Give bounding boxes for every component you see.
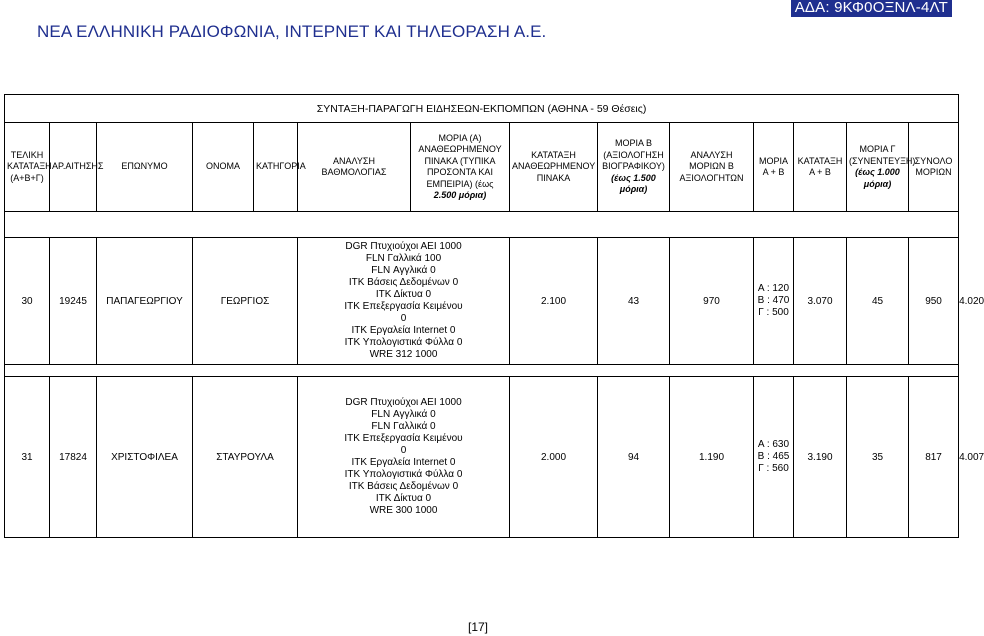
- header-name: ΟΝΟΜΑ: [193, 123, 254, 212]
- cell-points-a: 2.100: [510, 238, 598, 365]
- cell-evaluators: Α : 630 Β : 465 Γ : 560: [754, 377, 794, 538]
- cell-rank-ab: 35: [847, 377, 909, 538]
- cell-surname: ΠΑΠΑΓΕΩΡΓΙΟΥ: [97, 238, 193, 365]
- header-total: ΣΥΝΟΛΟ ΜΟΡΙΩΝ: [909, 123, 959, 212]
- cell-evaluators: Α : 120 Β : 470 Γ : 500: [754, 238, 794, 365]
- cell-rank-revised: 43: [598, 238, 670, 365]
- table-row: 30 19245 ΠΑΠΑΓΕΩΡΓΙΟΥ ΓΕΩΡΓΙΟΣ DGR Πτυχιούχοι ΑΕΙ 1000 FLN Γαλλικά 100 FLN Αγγλικά 0 ΙΤΚ Βάσεις Δεδομένων 0 ΙΤΚ Δίκτυα 0 ΙΤΚ Επεξεργασία Κειμένου 0 ΙΤΚ Εργαλεία Internet 0 ΙΤΚ Υπολογιστικά Φύλλα 0 WRE 312 1000 2.100 43 970 Α : 120 Β : 470 Γ : 500 3.070 45 950 4.020: [5, 238, 959, 365]
- header-category: ΚΑΤΗΓΟΡΙΑ: [254, 123, 298, 212]
- header-points-a: ΜΟΡΙΑ (Α) ΑΝΑΘΕΩΡΗΜΕΝΟΥ ΠΙΝΑΚΑ (ΤΥΠΙΚΑ ΠΡΟΣΟΝΤΑ ΚΑΙ ΕΜΠΕΙΡΙΑ) (έως 2.500 μόρια): [411, 123, 510, 212]
- cell-points-ab: 3.070: [794, 238, 847, 365]
- header-rank-ab: ΚΑΤΑΤΑΞΗ Α + Β: [794, 123, 847, 212]
- header-points-c: ΜΟΡΙΑ Γ (ΣΥΝΕΝΤΕΥΞΗ) (έως 1.000 μόρια): [847, 123, 909, 212]
- header-points-ab: ΜΟΡΙΑ Α + Β: [754, 123, 794, 212]
- document-title: ΝΕΑ ΕΛΛΗΝΙΚΗ ΡΑΔΙΟΦΩΝΙΑ, ΙΝΤΕΡΝΕΤ ΚΑΙ ΤΗΛΕΟΡΑΣΗ Α.Ε.: [37, 22, 547, 41]
- cell-points-b: 1.190: [670, 377, 754, 538]
- header-evaluator-analysis: ΑΝΑΛΥΣΗ ΜΟΡΙΩΝ Β ΑΞΙΟΛΟΓΗΤΩΝ: [670, 123, 754, 212]
- cell-rank: 30: [5, 238, 50, 365]
- cell-name: ΣΤΑΥΡΟΥΛΑ: [193, 377, 298, 538]
- cell-points-c: 817: [909, 377, 959, 538]
- cell-points-a: 2.000: [510, 377, 598, 538]
- cell-rank-revised: 94: [598, 377, 670, 538]
- header-final-rank: ΤΕΛΙΚΗ ΚΑΤΑΤΑΞΗ (Α+Β+Γ): [5, 123, 50, 212]
- cell-analysis: DGR Πτυχιούχοι ΑΕΙ 1000 FLN Γαλλικά 100 FLN Αγγλικά 0 ΙΤΚ Βάσεις Δεδομένων 0 ΙΤΚ Δίκτυα 0 ΙΤΚ Επεξεργασία Κειμένου 0 ΙΤΚ Εργαλεία Internet 0 ΙΤΚ Υπολογιστικά Φύλλα 0 WRE 312 1000: [298, 238, 510, 365]
- cell-points-c: 950: [909, 238, 959, 365]
- header-points-b: ΜΟΡΙΑ Β (ΑΞΙΟΛΟΓΗΣΗ ΒΙΟΓΡΑΦΙΚΟΥ) (έως 1.500 μόρια): [598, 123, 670, 212]
- cell-points-b: 970: [670, 238, 754, 365]
- page-number: [17]: [468, 620, 489, 634]
- header-rank-revised: ΚΑΤΑΤΑΞΗ ΑΝΑΘΕΩΡΗΜΕΝΟΥ ΠΙΝΑΚΑ: [510, 123, 598, 212]
- results-table: [4, 94, 984, 538]
- ada-code: ΑΔΑ: 9ΚΦ0ΟΞΝΛ-4ΛΤ: [791, 0, 952, 17]
- header-surname: ΕΠΩΝΥΜΟ: [97, 123, 193, 212]
- cell-points-ab: 3.190: [794, 377, 847, 538]
- cell-rank: 31: [5, 377, 50, 538]
- header-score-analysis: ΑΝΑΛΥΣΗ ΒΑΘΜΟΛΟΓΙΑΣ: [298, 123, 411, 212]
- spacer-row: [5, 365, 959, 377]
- cell-rank-ab: 45: [847, 238, 909, 365]
- spacer-row: [5, 212, 959, 238]
- table-caption: ΣΥΝΤΑΞΗ-ΠΑΡΑΓΩΓΗ ΕΙΔΗΣΕΩΝ-ΕΚΠΟΜΠΩΝ (ΑΘΗΝΑ - 59 Θέσεις): [5, 95, 959, 123]
- table-row: 31 17824 ΧΡΙΣΤΟΦΙΛΕΑ ΣΤΑΥΡΟΥΛΑ DGR Πτυχιούχοι ΑΕΙ 1000 FLN Αγγλικά 0 FLN Γαλλικά 0 ΙΤΚ Επεξεργασία Κειμένου 0 ΙΤΚ Εργαλεία Internet 0 ΙΤΚ Υπολογιστικά Φύλλα 0 ΙΤΚ Βάσεις Δεδομένων 0 ΙΤΚ Δίκτυα 0 WRE 300 1000 2.000 94 1.190 Α : 630 Β : 465 Γ : 560 3.190 35 817 4.007: [5, 377, 959, 538]
- cell-analysis: DGR Πτυχιούχοι ΑΕΙ 1000 FLN Αγγλικά 0 FLN Γαλλικά 0 ΙΤΚ Επεξεργασία Κειμένου 0 ΙΤΚ Εργαλεία Internet 0 ΙΤΚ Υπολογιστικά Φύλλα 0 ΙΤΚ Βάσεις Δεδομένων 0 ΙΤΚ Δίκτυα 0 WRE 300 1000: [298, 377, 510, 538]
- cell-app: 19245: [50, 238, 97, 365]
- header-application-no: ΑΡ.ΑΙΤΗΣΗΣ: [50, 123, 97, 212]
- cell-app: 17824: [50, 377, 97, 538]
- cell-name: ΓΕΩΡΓΙΟΣ: [193, 238, 298, 365]
- cell-surname: ΧΡΙΣΤΟΦΙΛΕΑ: [97, 377, 193, 538]
